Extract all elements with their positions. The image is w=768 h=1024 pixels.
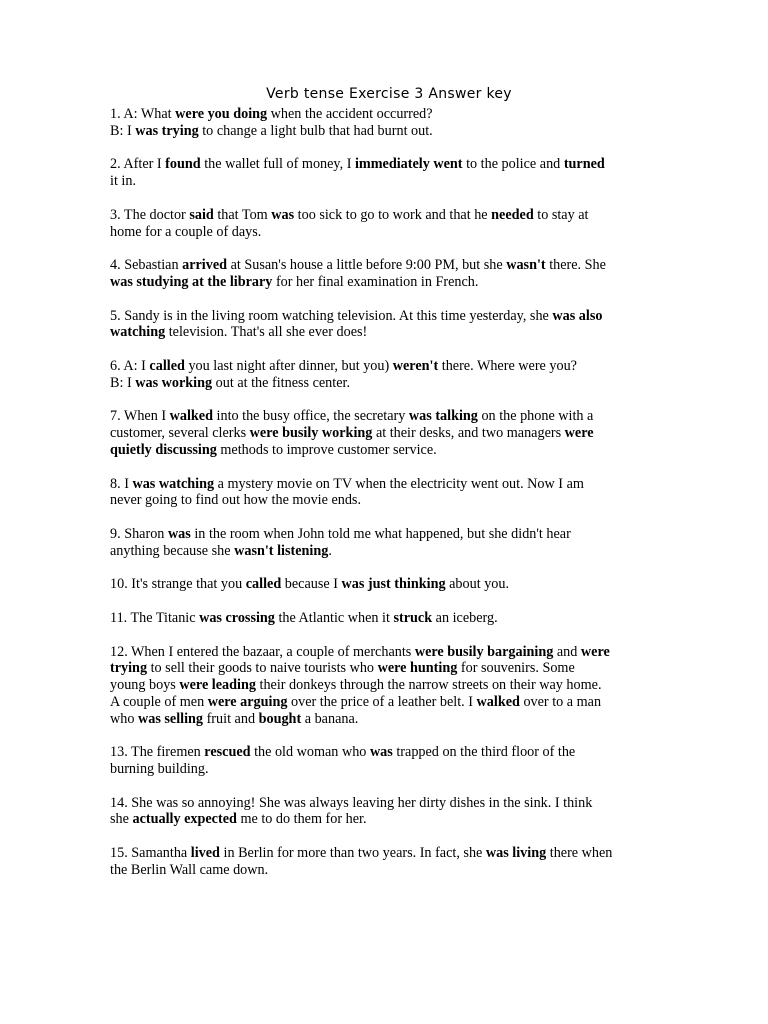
verb-answer: was watching [132,475,215,492]
verb-answer: wasn't [506,257,546,274]
verb-answer: quietly discussing [110,441,217,458]
sentence-text: at their desks, and two managers [372,425,565,442]
verb-answer: was talking [408,408,478,425]
answer-item-8 [110,476,670,510]
sentence-text: because I [281,576,342,593]
answer-item-12 [110,644,670,728]
sentence-text: anything because she [110,542,235,559]
answer-item-7 [110,408,670,458]
verb-answer: was just thinking [341,576,446,593]
verb-answer: weren't [392,357,439,374]
sentence-text: 1. A: What [110,106,176,122]
sentence-text: me to do them for her. [236,811,367,828]
sentence-text: 2. After I [110,156,166,173]
verb-answer: were busily working [249,425,373,442]
answer-item-15 [110,845,670,879]
sentence-text: 15. Samantha [110,845,191,862]
verb-answer: was also [552,307,603,324]
answer-item-4 [110,257,670,291]
sentence-text: and [553,643,581,660]
sentence-text: 9. Sharon [110,525,168,542]
sentence-text: in the room when John told me what happened, but she didn't hear [190,525,571,542]
verb-answer: struck [393,609,433,626]
sentence-text: when the accident occurred? [267,106,433,122]
verb-answer: was [167,525,191,542]
sentence-text: there. She [545,257,606,274]
sentence-text: 7. When I [110,408,170,425]
sentence-text: into the busy office, the secretary [212,408,409,425]
sentence-text: burning building. [110,761,209,778]
sentence-text: that Tom [213,206,272,223]
answer-item-3 [110,207,670,241]
verb-answer: were hunting [377,660,458,677]
answer-item-2 [110,156,670,190]
sentence-text: their donkeys through the narrow streets on their way home. [255,677,602,694]
sentence-text: the old woman who [250,744,370,761]
verb-answer: were [564,425,594,442]
verb-answer: trying [110,660,148,677]
answer-item-1 [110,106,670,140]
verb-answer: was trying [135,122,199,139]
verb-answer: was [369,744,393,761]
verb-answer: was working [135,374,213,391]
verb-answer: rescued [204,744,251,761]
answer-item-9 [110,526,670,560]
verb-answer: immediately went [354,156,463,173]
sentence-text: a mystery movie on TV when the electricity went out. Now I am [214,475,584,492]
answer-item-6 [110,358,670,392]
sentence-text: to stay at [533,206,589,223]
verb-answer: was living [485,845,547,862]
verb-answer: bought [258,710,302,727]
verb-answer: were [580,643,610,660]
verb-answer: actually expected [132,811,237,828]
sentence-text: B: I [110,374,136,391]
answer-item-10 [110,576,670,593]
answer-item-5 [110,308,670,342]
verb-answer: was studying at the library [110,273,273,290]
sentence-text: 12. When I entered the bazaar, a couple of merchants [110,643,415,660]
verb-answer: wasn't listening [234,542,329,559]
sentence-text: it in. [110,173,137,190]
answer-item-13 [110,744,670,778]
verb-answer: were busily bargaining [414,643,554,660]
sentence-text: 14. She was so annoying! She was always leaving her dirty dishes in the sink. I think [110,794,593,811]
sentence-text: at Susan's house a little before 9:00 PM, but she [227,257,507,274]
sentence-text: over the price of a leather belt. I [287,693,477,710]
sentence-text: in Berlin for more than two years. In fact, she [219,845,486,862]
verb-answer: were arguing [207,693,288,710]
verb-answer: said [189,206,214,223]
sentence-text: an iceberg. [432,609,498,626]
verb-answer: arrived [182,257,228,274]
sentence-text: who [110,710,138,727]
sentence-text: out at the fitness center. [212,374,351,391]
sentence-text: A couple of men [110,693,208,710]
verb-answer: walked [169,408,213,425]
sentence-text: methods to improve customer service. [216,441,437,458]
verb-answer: was [271,206,295,223]
page-title: Verb tense Exercise 3 Answer key [266,86,512,102]
sentence-text: television. That's all she ever does! [165,324,368,341]
sentence-text: to the police and [462,156,564,173]
sentence-text: 10. It's strange that you [110,576,246,593]
sentence-text: to change a light bulb that had burnt out. [198,122,433,139]
sentence-text: on the phone with a [477,408,594,425]
sentence-text: 6. A: I [110,357,150,374]
answer-item-14 [110,795,670,829]
answer-item-11 [110,610,670,627]
verb-answer: found [165,156,201,173]
sentence-text: a banana. [301,710,359,727]
sentence-text: 5. Sandy is in the living room watching television. At this time yesterday, she [110,307,553,324]
sentence-text: never going to find out how the movie ends. [110,492,361,509]
sentence-text: trapped on the third floor of the [392,744,576,761]
sentence-text: too sick to go to work and that he [294,206,492,223]
verb-answer: walked [476,693,520,710]
sentence-text: fruit and [203,710,259,727]
verb-answer: were leading [179,677,256,694]
answer-list [110,106,670,895]
sentence-text: 3. The doctor [110,206,190,223]
verb-answer: were you doing [175,106,268,122]
sentence-text: the wallet full of money, I [200,156,355,173]
sentence-text: young boys [110,677,180,694]
sentence-text: customer, several clerks [110,425,250,442]
sentence-text: she [110,811,133,828]
sentence-text: you last night after dinner, but you) [184,357,393,374]
sentence-text: the Berlin Wall came down. [110,861,269,878]
sentence-text: 11. The Titanic [110,609,200,626]
verb-answer: lived [190,845,220,862]
verb-answer: was selling [137,710,204,727]
sentence-text: for souvenirs. Some [457,660,575,677]
sentence-text: there. Where were you? [438,357,577,374]
sentence-text: to sell their goods to naive tourists who [147,660,378,677]
verb-answer: watching [110,324,166,341]
verb-answer: called [245,576,282,593]
sentence-text: 8. I [110,475,133,492]
sentence-text: . [328,542,332,559]
verb-answer: turned [563,156,605,173]
sentence-text: about you. [445,576,510,593]
sentence-text: B: I [110,122,136,139]
sentence-text: home for a couple of days. [110,223,262,240]
sentence-text: for her final examination in French. [272,273,479,290]
sentence-text: 4. Sebastian [110,257,183,274]
sentence-text: over to a man [519,693,602,710]
verb-answer: was crossing [199,609,275,626]
sentence-text: there when [546,845,613,862]
sentence-text: 13. The firemen [110,744,205,761]
verb-answer: needed [491,206,534,223]
sentence-text: the Atlantic when it [274,609,394,626]
verb-answer: called [149,357,185,374]
